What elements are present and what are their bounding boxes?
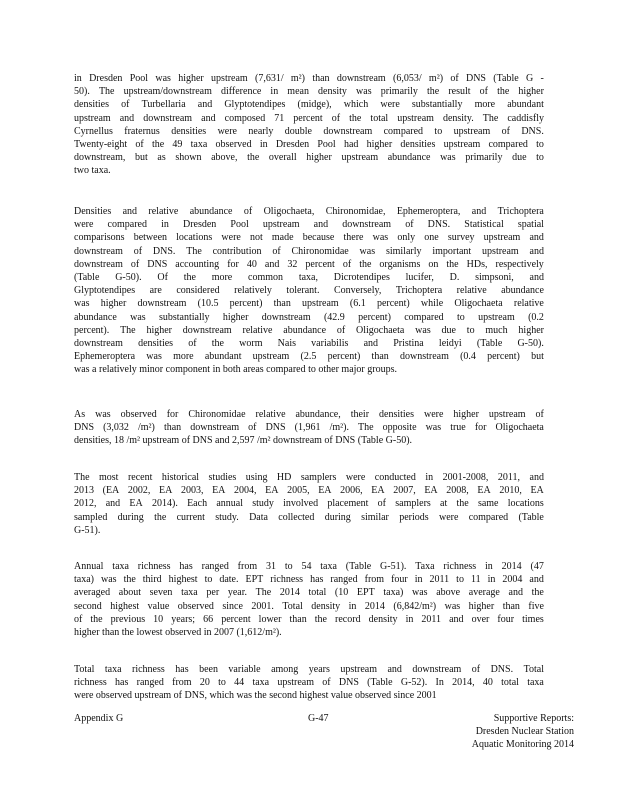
paragraph-4 bbox=[74, 471, 544, 537]
text-line: 50). The upstream/downstream difference in mean density was primarily the result of the higher bbox=[74, 86, 544, 98]
text-line: densities of Turbellaria and Glyptotendipes (midge), which were substantially more abundant bbox=[74, 99, 544, 111]
text-line: Cyrnellus fraternus densities were nearly double downstream compared to upstream of DNS. bbox=[74, 125, 544, 137]
text-line: were observed upstream of DNS, which was the second highest value observed since 2001 bbox=[74, 690, 437, 702]
text-line: Annual taxa richness has ranged from 31 to 54 taxa (Table G-51). Taxa richness in 2014 (47 bbox=[74, 561, 544, 572]
text-line: richness has ranged from 20 to 44 taxa upstream of DNS (Table G-52). In 2014, 40 total taxa bbox=[74, 677, 544, 689]
text-line: Densities and relative abundance of Oligochaeta, Chironomidae, Ephemeroptera, and Trichoptera bbox=[74, 206, 544, 217]
text-line: Twenty-eight of the 49 taxa observed in Dresden Pool had higher densities upstream compared to bbox=[74, 139, 544, 151]
paragraph-3 bbox=[74, 408, 544, 448]
text-line: two taxa. bbox=[74, 165, 111, 177]
text-line: upstream and downstream and composed 71 percent of the total upstream density. The caddisfly bbox=[74, 112, 544, 124]
text-line: downstream, but as shown above, the overall higher upstream abundance was primarily due to bbox=[74, 152, 544, 164]
text-line: The most recent historical studies using HD samplers were conducted in 2001-2008, 2011, and bbox=[74, 472, 544, 483]
text-line: downstream of DNS accounting for 40 and 32 percent of the organisms on the HDs, respectively bbox=[74, 258, 544, 270]
text-line: DNS (3,032 /m²) than downstream of DNS (1,961 /m²). The opposite was true for Oligochaeta bbox=[74, 422, 544, 434]
text-line: sampled during the current study. Data collected during similar periods were compared (Table bbox=[74, 511, 544, 523]
footer-page-number: G-47 bbox=[308, 713, 329, 724]
text-line: in Dresden Pool was higher upstream (7,631/ m²) than downstream (6,053/ m²) of DNS (Table G - bbox=[74, 73, 544, 84]
paragraph-2 bbox=[74, 205, 544, 377]
text-line: downstream of DNS. The contribution of Chironomidae was similarly important upstream and bbox=[74, 245, 544, 257]
paragraph-6 bbox=[74, 663, 544, 703]
text-line: Ephemeroptera was more abundant upstream (2.5 percent) than downstream (0.4 percent) but bbox=[74, 351, 544, 363]
text-line: was higher downstream (10.5 percent) than upstream (6.1 percent) while Oligochaeta relative bbox=[74, 298, 544, 310]
text-line: Total taxa richness has been variable among years upstream and downstream of DNS. Total bbox=[74, 664, 544, 675]
text-line: Glyptotendipes are considered relatively tolerant. Conversely, Trichoptera relative abundance bbox=[74, 285, 544, 297]
text-line: were compared in Dresden Pool upstream and downstream of DNS. Statistical spatial bbox=[74, 219, 544, 231]
paragraph-5 bbox=[74, 560, 544, 639]
text-line: densities, 18 /m² upstream of DNS and 2,597 /m² downstream of DNS (Table G-50). bbox=[74, 435, 413, 447]
footer-report-title bbox=[472, 712, 574, 751]
text-line: percent). The higher downstream relative abundance of Oligochaeta was due to much higher bbox=[74, 324, 544, 336]
text-line: was a relatively minor component in both areas compared to other major groups. bbox=[74, 364, 397, 376]
text-line: 2013 (EA 2002, EA 2003, EA 2004, EA 2005, EA 2006, EA 2007, EA 2008, EA 2010, EA bbox=[74, 485, 544, 497]
text-line: G-51). bbox=[74, 524, 101, 536]
text-line: downstream densities of the worm Nais variabilis and Pristina leidyi (Table G-50). bbox=[74, 338, 544, 350]
footer-report-line: Supportive Reports: bbox=[493, 713, 574, 724]
text-line: As was observed for Chironomidae relative abundance, their densities were higher upstream of bbox=[74, 409, 544, 420]
paragraph-1 bbox=[74, 72, 544, 178]
text-line: comparisons between locations were not made because there was only one survey upstream and bbox=[74, 232, 544, 244]
text-line: abundance was substantially higher downstream (42.9 percent) compared to upstream (0.2 bbox=[74, 311, 544, 323]
text-line: higher than the lowest observed in 2007 (1,612/m²). bbox=[74, 627, 282, 639]
text-line: averaged about seven taxa per year. The 2014 total (10 EPT taxa) was above average and the bbox=[74, 587, 544, 599]
text-line: second highest value observed since 2001. Total density in 2014 (6,842/m²) was higher than five bbox=[74, 600, 544, 612]
text-line: of the previous 10 years; 66 percent lower than the record density in 2011 and over four times bbox=[74, 613, 544, 625]
footer-appendix-label: Appendix G bbox=[74, 713, 124, 724]
footer-report-line: Aquatic Monitoring 2014 bbox=[471, 739, 574, 750]
footer-report-line: Dresden Nuclear Station bbox=[475, 726, 574, 737]
text-line: taxa) was the third highest to date. EPT richness has ranged from four in 2011 to 11 in 2004 and bbox=[74, 574, 544, 586]
text-line: (Table G-50). Of the more common taxa, Dicrotendipes lucifer, D. simpsoni, and bbox=[74, 272, 544, 284]
text-line: 2012, and EA 2014). Each annual study involved placement of samplers at the same locations bbox=[74, 498, 544, 510]
